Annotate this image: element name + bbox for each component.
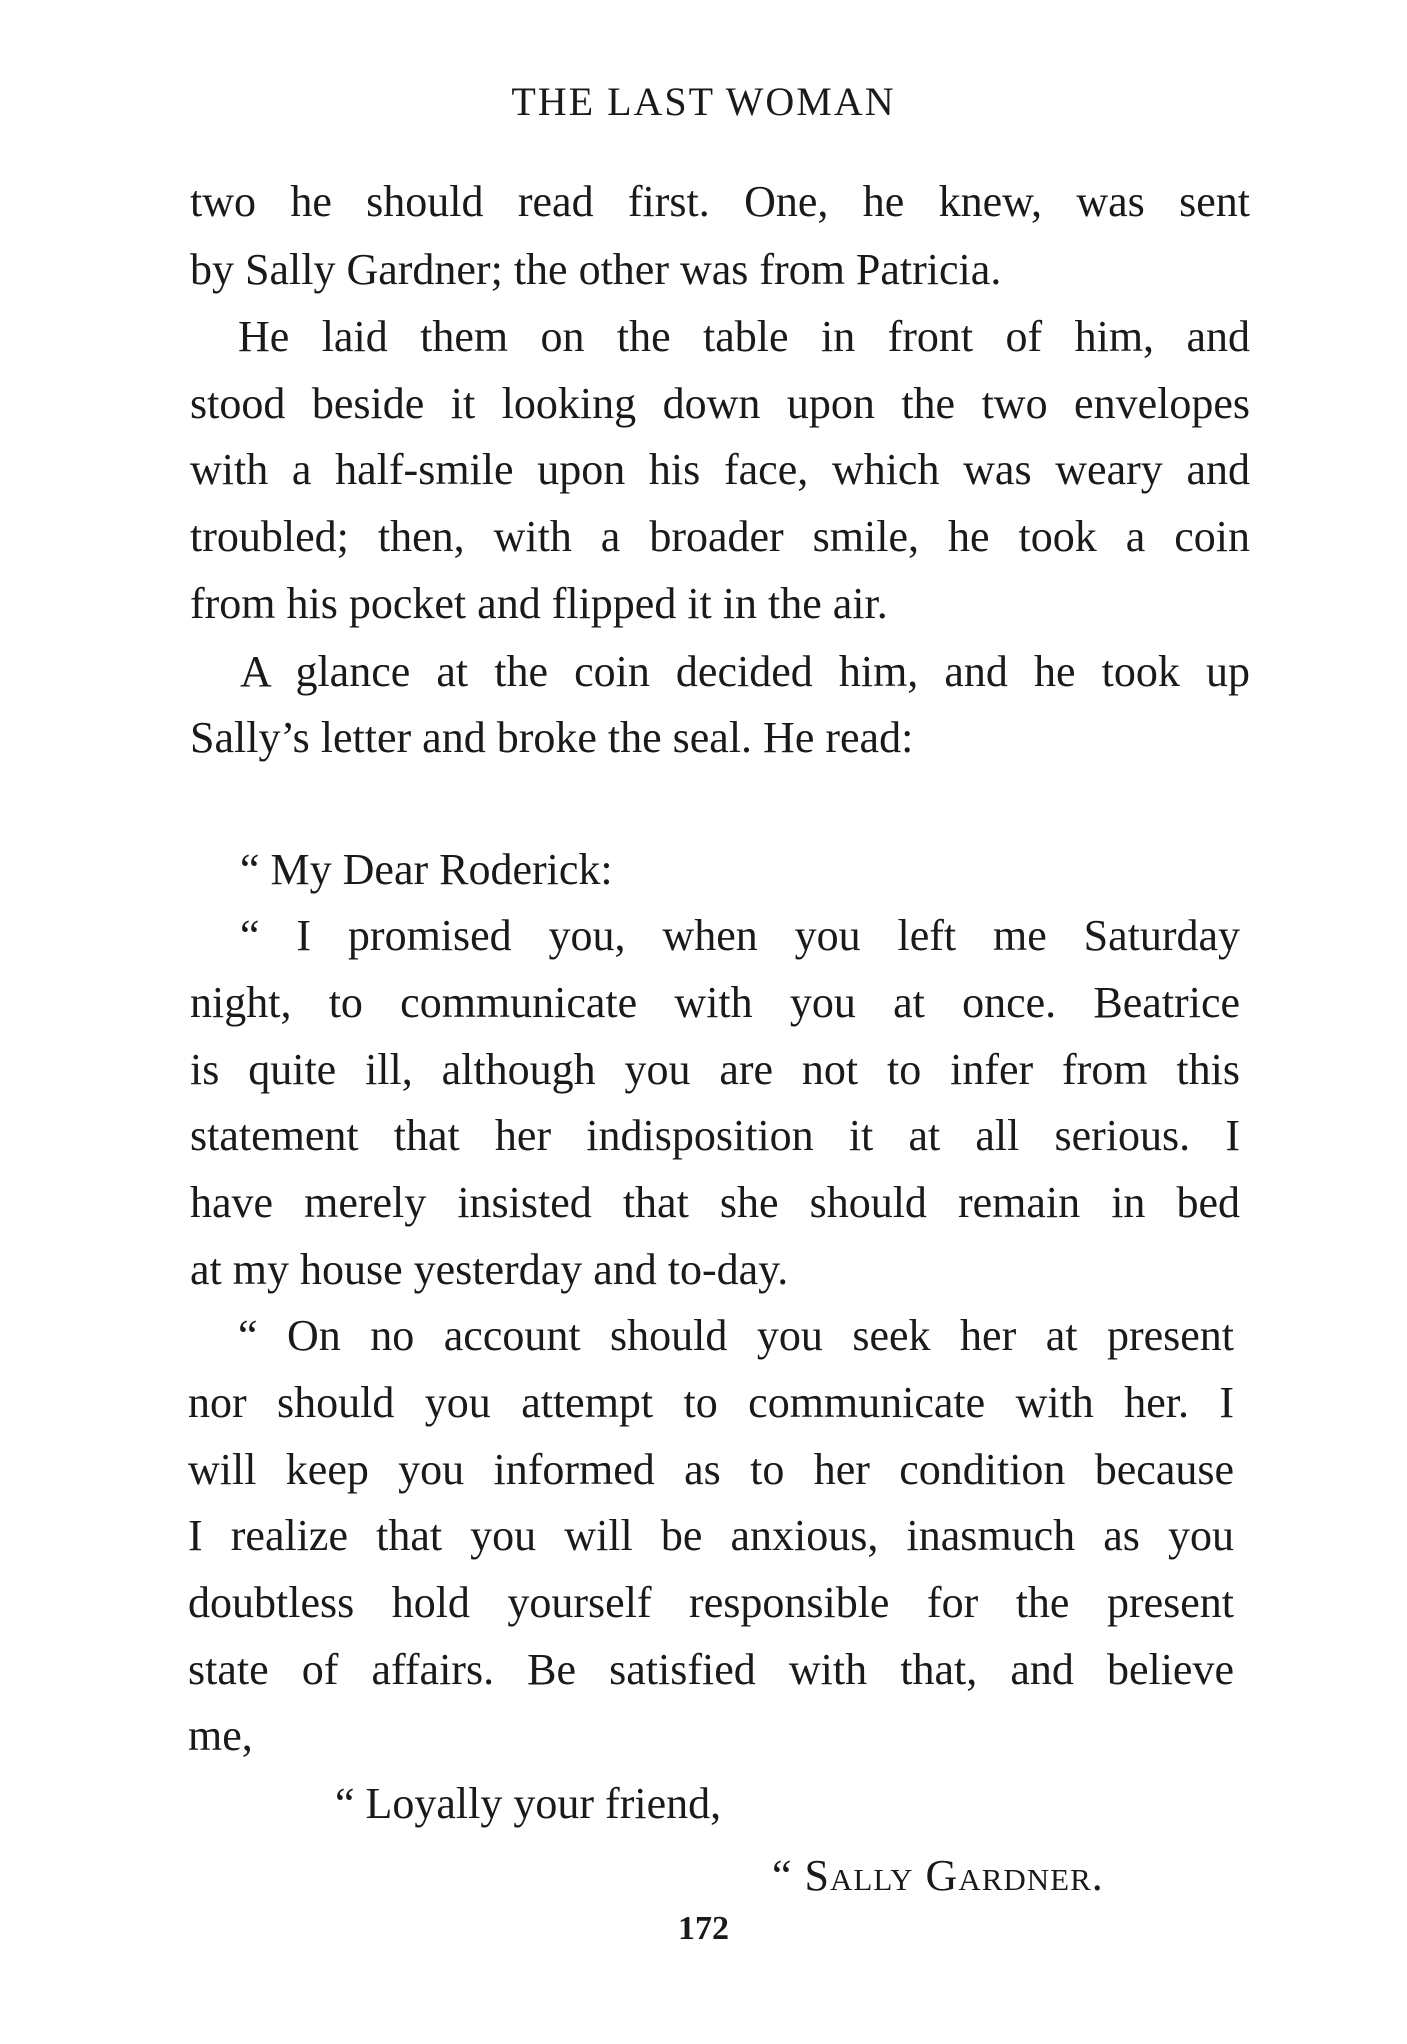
page-number: 172 bbox=[678, 1910, 729, 1947]
letter-line: state of affairs. Be satisfied with that, and believe bbox=[188, 1645, 1234, 1694]
body-line: two he should read first. One, he knew, was sent bbox=[190, 177, 1250, 226]
letter-line: me, bbox=[188, 1711, 253, 1760]
letter-line: at my house yesterday and to-day. bbox=[190, 1245, 789, 1294]
running-title: THE LAST WOMAN bbox=[511, 79, 896, 124]
letter-line: is quite ill, although you are not to infer from this bbox=[190, 1045, 1240, 1094]
body-line: stood beside it looking down upon the two envelopes bbox=[190, 379, 1250, 428]
letter-line: statement that her indisposition it at all serious. I bbox=[190, 1111, 1240, 1160]
body-line: troubled; then, with a broader smile, he took a coin bbox=[190, 512, 1250, 561]
body-line: Sally’s letter and broke the seal. He read: bbox=[190, 713, 914, 762]
letter-closing: “ Loyally your friend, bbox=[335, 1779, 722, 1828]
body-line: by Sally Gardner; the other was from Patricia. bbox=[190, 245, 1002, 294]
letter-line: will keep you informed as to her condition because bbox=[188, 1445, 1234, 1494]
body-line: from his pocket and flipped it in the air. bbox=[190, 579, 888, 628]
body-line: A glance at the coin decided him, and he took up bbox=[240, 647, 1250, 696]
letter-line: have merely insisted that she should remain in bed bbox=[190, 1178, 1240, 1227]
letter-line: “ On no account should you seek her at present bbox=[238, 1311, 1234, 1360]
letter-line: night, to communicate with you at once. Beatrice bbox=[190, 978, 1240, 1027]
letter-signature: “ Sally Gardner. bbox=[772, 1851, 1104, 1900]
body-line: He laid them on the table in front of him, and bbox=[238, 312, 1250, 361]
letter-line: nor should you attempt to communicate with her. I bbox=[188, 1378, 1234, 1427]
letter-line: “ I promised you, when you left me Saturday bbox=[240, 911, 1240, 960]
body-line: with a half-smile upon his face, which was weary and bbox=[190, 445, 1250, 494]
letter-line: doubtless hold yourself responsible for the present bbox=[188, 1578, 1234, 1627]
letter-line: I realize that you will be anxious, inasmuch as you bbox=[188, 1511, 1234, 1560]
letter-salutation: “ My Dear Roderick: bbox=[240, 845, 613, 894]
